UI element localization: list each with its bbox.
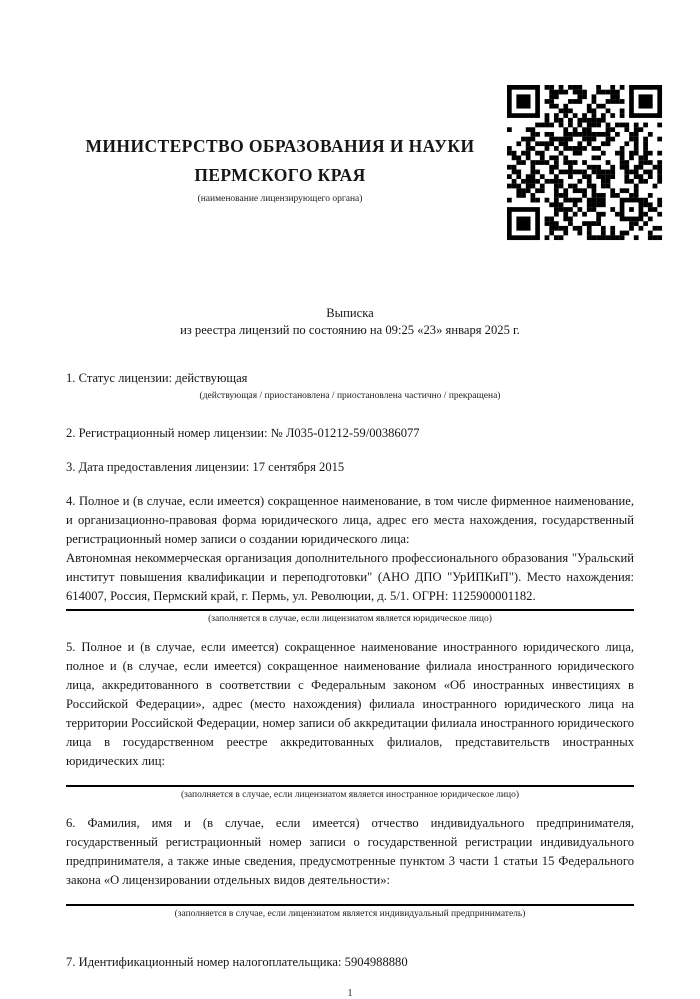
licensing-authority-header [52, 0, 508, 205]
grant-date-text: 3. Дата предоставления лицензии: 17 сентября 2015 [66, 460, 345, 474]
authority-name-line2: ПЕРМСКОГО КРАЯ [194, 165, 366, 185]
qr-code-image [507, 85, 662, 240]
individual-entrepreneur-label: 6. Фамилия, имя и (в случае, если имеется) отчество индивидуального предпринимателя, государственный регистрационный номер записи о государственной регистрации индивидуального предпринимателя, а также иные сведения, предусмотренные пунктом 3 части 1 статьи 15 Федерального закона «О лицензировании отдельных видов деятельности»: [66, 816, 634, 887]
license-status-text: 1. Статус лицензии: действующая [66, 371, 248, 385]
item-grant-date [66, 458, 634, 477]
item-registration-number [66, 424, 634, 443]
foreign-entity-fill-line [66, 785, 634, 787]
legal-entity-label: 4. Полное и (в случае, если имеется) сокращенное наименование, в том числе фирменное наименование, и организационно-правовая форма юридического лица, адрес его места нахождения, государственный регистрационный номер записи о создании юридического лица: [66, 494, 634, 546]
individual-entrepreneur-caption: (заполняется в случае, если лицензиатом является индивидуальный предприниматель) [174, 909, 526, 919]
document-body [66, 369, 634, 972]
item-legal-entity [66, 492, 634, 625]
license-status-caption: (действующая / приостановлена / приостановлена частично / прекращена) [199, 391, 501, 401]
qr-code [507, 85, 662, 240]
page-footer [0, 987, 700, 999]
foreign-entity-label: 5. Полное и (в случае, если имеется) сокращенное наименование иностранного юридического лица, полное и (в случае, если имеется) сокращенное наименование филиала иностранного юридического лица, аккредитованного в соответствии с Федеральным законом «Об иностранных инвестициях в Российской Федерации», адрес (место нахождения) филиала иностранного юридического лица на территории Российской Федерации, номер записи об аккредитации филиала иностранного юридического лица в государственном реестре аккредитованных филиалов, представительств иностранных юридических лиц: [66, 640, 634, 768]
legal-entity-value: Автономная некоммерческая организация дополнительного профессионального образования "Уральский институт повышения квалификации и переподготовки" (АНО ДПО "УрИПКиП"). Место нахождения: 614007, Россия, Пермский край, г. Пермь, ул. Революции, д. 5/1. ОГРН: 1125900001182. [66, 551, 634, 603]
registration-number-text: 2. Регистрационный номер лицензии: № Л035-01212-59/00386077 [66, 426, 420, 440]
legal-entity-caption: (заполняется в случае, если лицензиатом является юридическое лицо) [208, 614, 492, 624]
authority-name-line1: МИНИСТЕРСТВО ОБРАЗОВАНИЯ И НАУКИ [85, 136, 475, 156]
foreign-entity-caption: (заполняется в случае, если лицензиатом является иностранное юридическое лицо) [181, 790, 519, 800]
legal-entity-fill-line [66, 609, 634, 611]
item-foreign-entity [66, 638, 634, 801]
item-individual-entrepreneur [66, 814, 634, 920]
document-title [66, 305, 634, 339]
item-license-status [66, 369, 634, 402]
document-title-line2: из реестра лицензий по состоянию на 09:25 «23» января 2025 г. [180, 323, 520, 337]
individual-entrepreneur-fill-line [66, 904, 634, 906]
item-taxpayer-number [66, 953, 634, 972]
authority-name-caption: (наименование лицензирующего органа) [197, 194, 363, 204]
document-title-line1: Выписка [326, 306, 374, 320]
taxpayer-number-text: 7. Идентификационный номер налогоплательщика: 5904988880 [66, 955, 408, 969]
page-number: 1 [347, 987, 353, 999]
